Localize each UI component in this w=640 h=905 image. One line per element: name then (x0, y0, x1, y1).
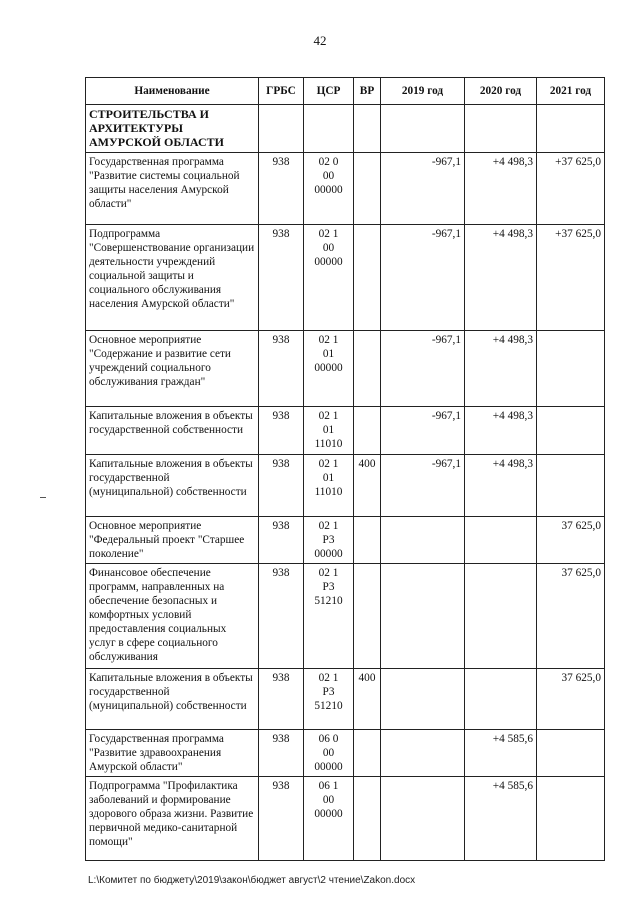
margin-mark (40, 497, 46, 498)
table-body (86, 105, 605, 861)
cell-csr: 02 1 01 11010 (304, 407, 354, 455)
table-row (86, 331, 605, 407)
header-name: Наименование (86, 78, 259, 105)
cell-y2019: -967,1 (381, 407, 465, 455)
page-number: 42 (313, 33, 327, 48)
cell-vr (354, 407, 381, 455)
cell-y2019: -967,1 (381, 225, 465, 331)
cell-name: Основное мероприятие "Содержание и развитие сети учреждений социального обслуживания граждан" (86, 331, 259, 407)
cell-y2019 (381, 564, 465, 669)
header-csr: ЦСР (304, 78, 354, 105)
cell-y2021 (537, 455, 605, 517)
cell-vr: 400 (354, 455, 381, 517)
cell-y2020: +4 498,3 (465, 153, 537, 225)
cell-grbs: 938 (259, 407, 304, 455)
header-grbs: ГРБС (259, 78, 304, 105)
cell-vr (354, 331, 381, 407)
cell-y2019 (381, 669, 465, 730)
cell-y2019 (381, 105, 465, 153)
cell-y2020: +4 498,3 (465, 331, 537, 407)
cell-grbs: 938 (259, 730, 304, 777)
cell-y2021 (537, 777, 605, 861)
cell-y2019: -967,1 (381, 331, 465, 407)
table-row (86, 730, 605, 777)
table-row (86, 564, 605, 669)
cell-vr (354, 225, 381, 331)
cell-name: СТРОИТЕЛЬСТВА И АРХИТЕКТУРЫ АМУРСКОЙ ОБЛАСТИ (86, 105, 259, 153)
cell-y2021: +37 625,0 (537, 225, 605, 331)
cell-y2021 (537, 105, 605, 153)
cell-y2019 (381, 777, 465, 861)
cell-y2019: -967,1 (381, 455, 465, 517)
cell-name: Капитальные вложения в объекты государственной (муниципальной) собственности (86, 669, 259, 730)
cell-y2020: +4 498,3 (465, 455, 537, 517)
cell-y2020: +4 585,6 (465, 777, 537, 861)
cell-csr: 02 1 00 00000 (304, 225, 354, 331)
header-2020: 2020 год (465, 78, 537, 105)
cell-y2021 (537, 407, 605, 455)
cell-csr: 06 1 00 00000 (304, 777, 354, 861)
cell-y2021 (537, 730, 605, 777)
header-2019: 2019 год (381, 78, 465, 105)
cell-vr (354, 564, 381, 669)
cell-grbs: 938 (259, 777, 304, 861)
cell-vr: 400 (354, 669, 381, 730)
cell-csr: 02 1 P3 51210 (304, 564, 354, 669)
table-row (86, 455, 605, 517)
cell-vr (354, 777, 381, 861)
cell-csr: 02 1 P3 00000 (304, 517, 354, 564)
cell-y2020: +4 498,3 (465, 407, 537, 455)
cell-name: Основное мероприятие "Федеральный проект "Старшее поколение" (86, 517, 259, 564)
cell-y2020: +4 585,6 (465, 730, 537, 777)
header-vr: ВР (354, 78, 381, 105)
table-row (86, 407, 605, 455)
cell-grbs: 938 (259, 153, 304, 225)
footer-file-path: L:\Комитет по бюджету\2019\закон\бюджет август\2 чтение\Zakon.docx (88, 875, 416, 886)
cell-csr: 02 1 01 11010 (304, 455, 354, 517)
cell-vr (354, 517, 381, 564)
cell-y2020: +4 498,3 (465, 225, 537, 331)
cell-y2021 (537, 331, 605, 407)
budget-table (85, 77, 605, 861)
cell-grbs: 938 (259, 517, 304, 564)
cell-y2021: 37 625,0 (537, 669, 605, 730)
cell-y2019 (381, 730, 465, 777)
table-row (86, 777, 605, 861)
table-header-row (86, 78, 605, 105)
cell-name: Государственная программа "Развитие здравоохранения Амурской области" (86, 730, 259, 777)
cell-name: Капитальные вложения в объекты государственной собственности (86, 407, 259, 455)
cell-y2021: +37 625,0 (537, 153, 605, 225)
cell-csr: 02 1 01 00000 (304, 331, 354, 407)
cell-y2020 (465, 669, 537, 730)
cell-grbs: 938 (259, 669, 304, 730)
header-2021: 2021 год (537, 78, 605, 105)
cell-y2021: 37 625,0 (537, 517, 605, 564)
cell-vr (354, 730, 381, 777)
cell-y2021: 37 625,0 (537, 564, 605, 669)
cell-y2020 (465, 105, 537, 153)
cell-grbs: 938 (259, 564, 304, 669)
cell-csr: 02 1 P3 51210 (304, 669, 354, 730)
cell-csr: 06 0 00 00000 (304, 730, 354, 777)
cell-vr (354, 153, 381, 225)
cell-grbs: 938 (259, 225, 304, 331)
cell-name: Капитальные вложения в объекты государственной (муниципальной) собственности (86, 455, 259, 517)
table-row (86, 105, 605, 153)
cell-csr: 02 0 00 00000 (304, 153, 354, 225)
cell-name: Подпрограмма "Профилактика заболеваний и формирование здорового образа жизни. Развитие первичной медико-санитарной помощи" (86, 777, 259, 861)
cell-csr (304, 105, 354, 153)
table-row (86, 517, 605, 564)
table-row (86, 225, 605, 331)
cell-name: Финансовое обеспечение программ, направленных на обеспечение безопасных и комфортных условий предоставления социальных услуг в сфере социального обслуживания (86, 564, 259, 669)
cell-name: Подпрограмма "Совершенствование организации деятельности учреждений социальной защиты и социального обслуживания населения Амурской области" (86, 225, 259, 331)
cell-name: Государственная программа "Развитие системы социальной защиты населения Амурской области" (86, 153, 259, 225)
cell-y2020 (465, 564, 537, 669)
cell-grbs (259, 105, 304, 153)
cell-y2019 (381, 517, 465, 564)
table-row (86, 153, 605, 225)
cell-y2019: -967,1 (381, 153, 465, 225)
cell-vr (354, 105, 381, 153)
table-row (86, 669, 605, 730)
cell-grbs: 938 (259, 331, 304, 407)
cell-y2020 (465, 517, 537, 564)
cell-grbs: 938 (259, 455, 304, 517)
